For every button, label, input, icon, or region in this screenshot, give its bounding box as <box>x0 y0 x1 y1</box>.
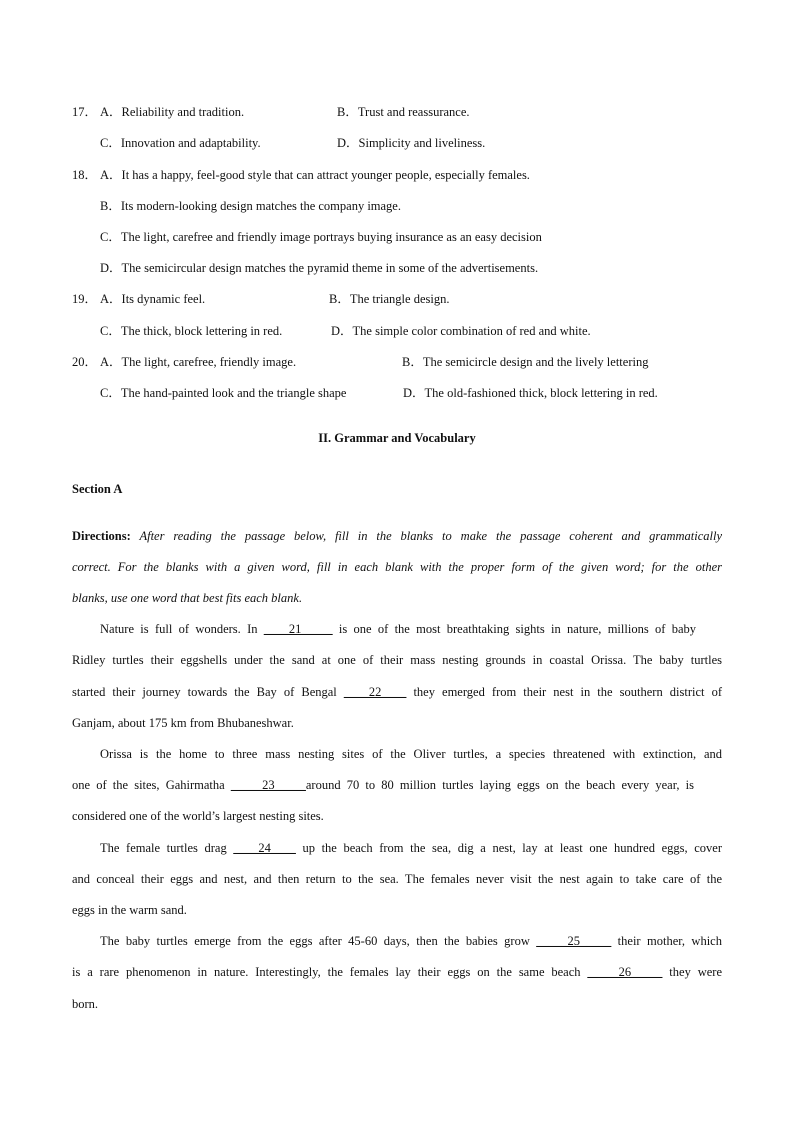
option-d: D．The old-fashioned thick, block lettering in red. <box>403 386 658 400</box>
blank-21[interactable]: ____21_____ <box>263 622 333 636</box>
blank-24[interactable]: ____24____ <box>233 841 296 855</box>
passage-line: is a rare phenomenon in nature. Interestingly, the females lay their eggs on the same beach _____26_____ they were <box>72 965 722 979</box>
blank-25[interactable]: _____25_____ <box>536 934 612 948</box>
option-d: D．Simplicity and liveliness. <box>337 136 486 150</box>
directions-line: correct. For the blanks with a given word, fill in each blank with the proper form of the given word; for the other <box>72 560 722 574</box>
part-title: II. Grammar and Vocabulary <box>318 431 476 445</box>
option-b: B．Its modern-looking design matches the company image. <box>100 199 401 213</box>
passage-line: Ridley turtles their eggshells under the sand at one of their mass nesting grounds in coastal Orissa. The baby turtles <box>72 653 722 667</box>
passage-line: started their journey towards the Bay of Bengal ____22____ they emerged from their nest in the southern district of <box>72 685 722 699</box>
option-b: B．Trust and reassurance. <box>337 105 470 119</box>
passage-line: Ganjam, about 175 km from Bhubaneshwar. <box>72 716 294 730</box>
section-title: Section A <box>72 482 123 496</box>
passage-line: born. <box>72 997 99 1011</box>
directions-line: blanks, use one word that best fits each blank. <box>72 591 303 605</box>
option-a: A．It has a happy, feel-good style that can attract younger people, especially females. <box>100 168 530 182</box>
passage-line: eggs in the warm sand. <box>72 903 187 917</box>
directions-label: Directions: <box>72 529 131 543</box>
passage-line: Orissa is the home to three mass nesting sites of the Oliver turtles, a species threatened with extinction, and <box>100 747 722 761</box>
blank-23[interactable]: _____23_____ <box>230 778 306 792</box>
option-a: A．Reliability and tradition. <box>100 105 245 119</box>
option-c: C．Innovation and adaptability. <box>100 136 261 150</box>
option-a: A．Its dynamic feel. <box>100 292 206 306</box>
question-number: 20． <box>72 355 98 369</box>
passage-line: Nature is full of wonders. In ____21_____ is one of the most breathtaking sights in nature, millions of baby <box>100 622 696 636</box>
passage-line: one of the sites, Gahirmatha _____23_____around 70 to 80 million turtles laying eggs on the beach every year, is <box>72 778 694 792</box>
question-number: 17． <box>72 105 98 119</box>
passage-line: considered one of the world’s largest nesting sites. <box>72 809 324 823</box>
option-c: C．The thick, block lettering in red. <box>100 324 283 338</box>
option-a: A．The light, carefree, friendly image. <box>100 355 297 369</box>
blank-22[interactable]: ____22____ <box>343 685 407 699</box>
blank-26[interactable]: _____26_____ <box>587 965 663 979</box>
question-number: 19． <box>72 292 98 306</box>
option-c: C．The light, carefree and friendly image portrays buying insurance as an easy decision <box>100 230 542 244</box>
option-b: B．The semicircle design and the lively lettering <box>402 355 649 369</box>
question-number: 18． <box>72 168 98 182</box>
option-d: D．The simple color combination of red and white. <box>331 324 591 338</box>
directions-line: Directions: After reading the passage below, fill in the blanks to make the passage coherent and grammatically <box>72 529 722 543</box>
option-d: D．The semicircular design matches the pyramid theme in some of the advertisements. <box>100 261 539 275</box>
option-b: B．The triangle design. <box>329 292 450 306</box>
passage-line: The baby turtles emerge from the eggs after 45-60 days, then the babies grow _____25_____ their mother, which <box>100 934 722 948</box>
passage-line: and conceal their eggs and nest, and then return to the sea. The females never visit the nest again to take care of the <box>72 872 722 886</box>
passage-line: The female turtles drag ____24____ up the beach from the sea, dig a nest, lay at least one hundred eggs, cover <box>100 841 722 855</box>
option-c: C．The hand-painted look and the triangle shape <box>100 386 347 400</box>
